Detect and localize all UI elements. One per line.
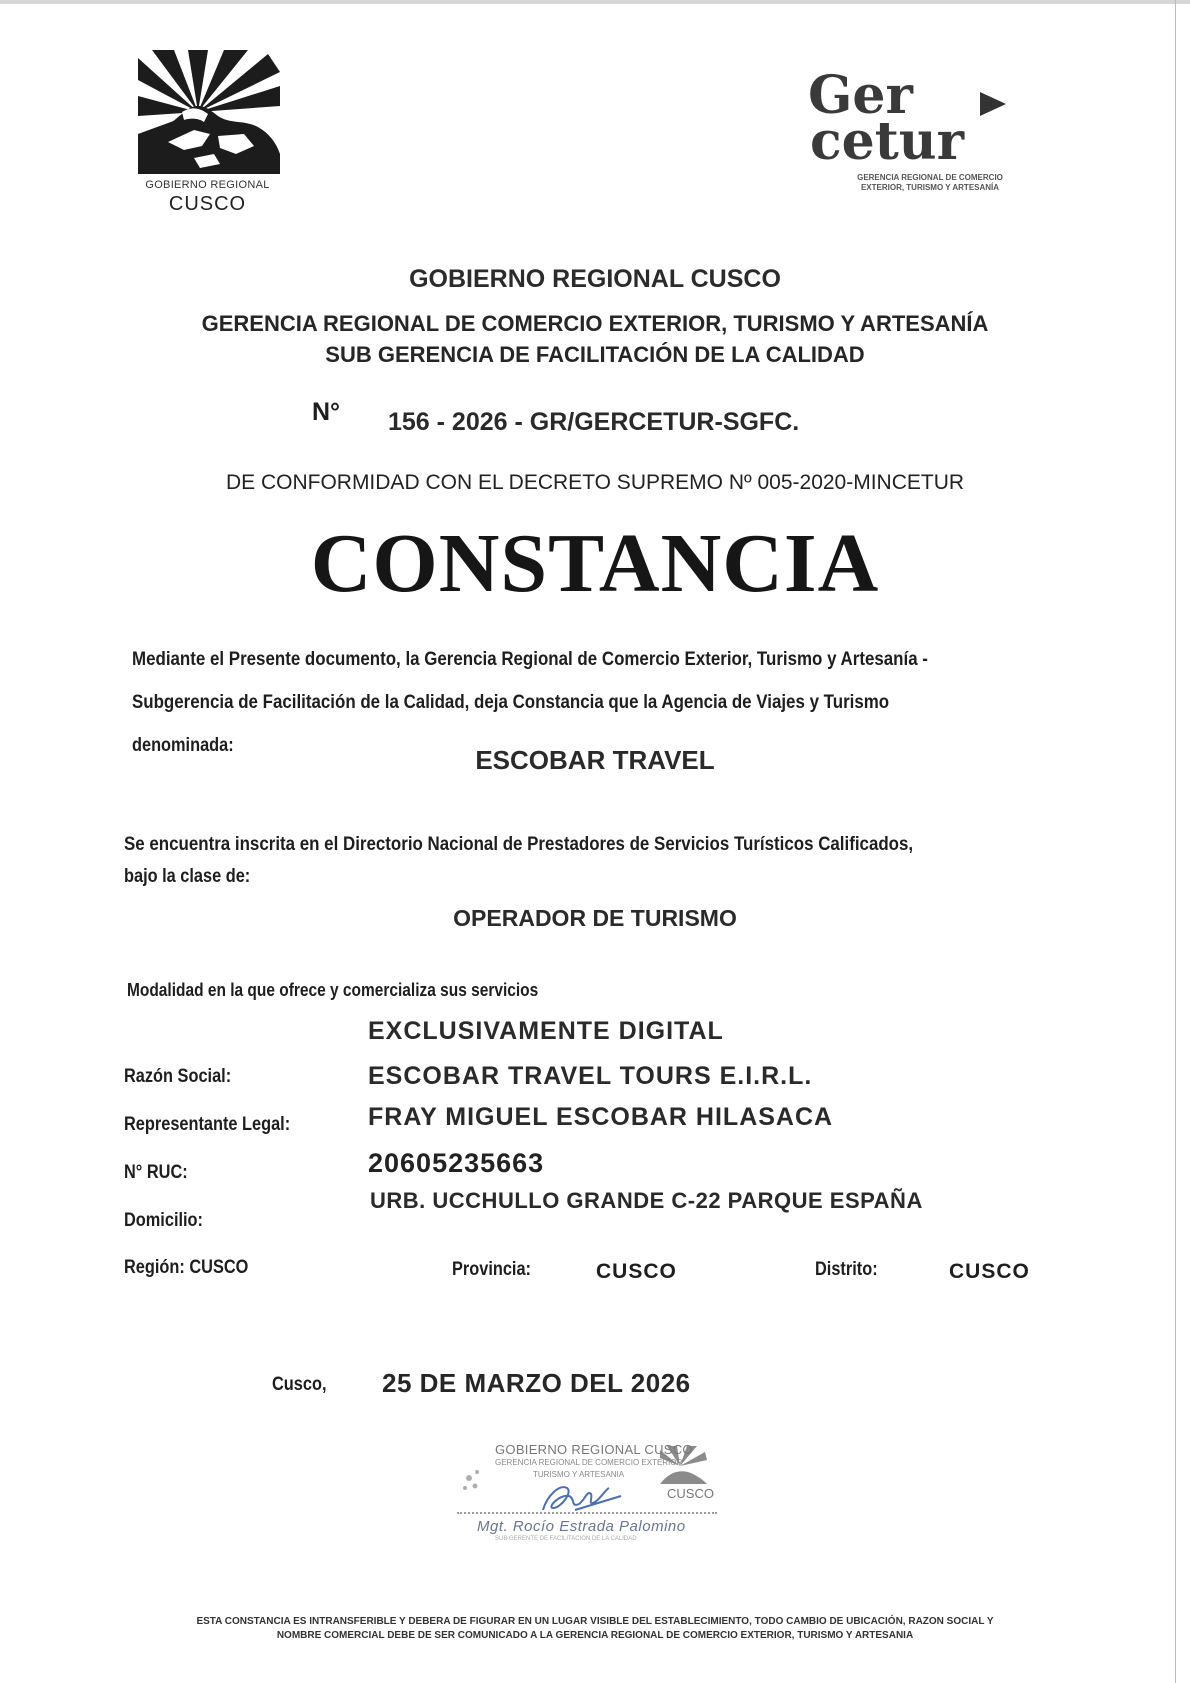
stamp-organization: GOBIERNO REGIONAL CUSCO — [495, 1442, 693, 1457]
gercetur-subtitle-1: GERENCIA REGIONAL DE COMERCIO — [857, 173, 1003, 182]
representante-value: FRAY MIGUEL ESCOBAR HILASACA — [368, 1103, 834, 1131]
razon-social-label: Razón Social: — [124, 1066, 232, 1087]
signer-title: SUB GERENTE DE FACILITACION DE LA CALIDAD — [495, 1536, 637, 1542]
registry-line-1: Se encuentra inscrita en el Directorio Nacional de Prestadores de Servicios Turísticos Calificados, — [124, 834, 914, 855]
condor-sunburst-icon — [138, 50, 280, 178]
logo-left-caption: GOBIERNO REGIONAL — [145, 179, 270, 191]
signature-line — [457, 1512, 717, 1514]
region-label: Región: CUSCO — [124, 1257, 249, 1278]
subgerencia-title: SUB GERENCIA DE FACILITACIÓN DE LA CALIDAD — [325, 342, 865, 367]
scan-edge-right — [1175, 0, 1176, 1683]
ruc-value: 20605235663 — [368, 1148, 545, 1178]
intro-paragraph — [132, 644, 1182, 761]
document-number: 156 - 2026 - GR/GERCETUR-SGFC. — [388, 408, 800, 436]
ruc-label: N° RUC: — [124, 1162, 188, 1183]
modalidad-value: EXCLUSIVAMENTE DIGITAL — [368, 1017, 724, 1045]
footer-line-2: NOMBRE COMERCIAL DEBE DE SER COMUNICADO A LA GERENCIA REGIONAL DE COMERCIO EXTERIOR, TURISMO Y ARTESANIA — [276, 1630, 914, 1641]
distrito-value: CUSCO — [949, 1260, 1030, 1283]
handwritten-signature — [543, 1487, 621, 1510]
gercetur-word-1: Ger — [808, 65, 913, 126]
provincia-label: Provincia: — [452, 1259, 532, 1280]
stamp-city: CUSCO — [667, 1486, 714, 1501]
distrito-label: Distrito: — [815, 1259, 878, 1280]
stamp-gerencia: GERENCIA REGIONAL DE COMERCIO EXTERIOR — [495, 1458, 683, 1467]
stamp-area: TURISMO Y ARTESANIA — [533, 1470, 625, 1479]
footer-line-1: ESTA CONSTANCIA ES INTRANSFERIBLE Y DEBERA DE FIGURAR EN UN LUGAR VISIBLE DEL ESTABLECIMIENTO, TODO CAMBIO DE UBICACIÓN, RAZON SOCIAL Y — [196, 1616, 994, 1627]
logo-left-city: CUSCO — [168, 193, 247, 215]
gerencia-title: GERENCIA REGIONAL DE COMERCIO EXTERIOR, TURISMO Y ARTESANÍA — [201, 311, 989, 336]
intro-line-3: denominada: — [132, 735, 234, 756]
intro-line-1: Mediante el Presente documento, la Gerencia Regional de Comercio Exterior, Turismo y Artesanía - — [132, 649, 928, 670]
domicilio-label: Domicilio: — [124, 1210, 203, 1231]
provincia-value: CUSCO — [596, 1260, 677, 1283]
registry-line-2: bajo la clase de: — [124, 866, 251, 887]
gercetur-subtitle-2: EXTERIOR, TURISMO Y ARTESANÍA — [860, 183, 1000, 192]
scan-edge-top — [0, 0, 1190, 4]
agency-name: ESCOBAR TRAVEL — [475, 745, 715, 775]
date-place: Cusco, — [272, 1374, 327, 1395]
organization-title: GOBIERNO REGIONAL CUSCO — [409, 265, 781, 293]
decreto-reference: DE CONFORMIDAD CON EL DECRETO SUPREMO Nº 005-2020-MINCETUR — [225, 471, 965, 494]
document-title: CONSTANCIA — [310, 517, 880, 610]
domicilio-value: URB. UCCHULLO GRANDE C-22 PARQUE ESPAÑA — [370, 1188, 923, 1213]
gercetur-mark-icon — [980, 92, 1006, 116]
clase-value: OPERADOR DE TURISMO — [453, 905, 737, 931]
date-value: 25 DE MARZO DEL 2026 — [382, 1368, 691, 1398]
document-number-label: N° — [312, 398, 341, 426]
signer-name: Mgt. Rocío Estrada Palomino — [477, 1518, 686, 1535]
modalidad-label: Modalidad en la que ofrece y comercializa sus servicios — [127, 980, 539, 1000]
gobierno-regional-cusco-logo — [130, 50, 290, 220]
razon-social-value: ESCOBAR TRAVEL TOURS E.I.R.L. — [368, 1062, 813, 1090]
gercetur-logo — [808, 65, 1028, 200]
stamp-emblem-icon — [463, 1470, 479, 1490]
signature-stamp — [455, 1438, 725, 1548]
intro-line-2: Subgerencia de Facilitación de la Calidad, deja Constancia que la Agencia de Viajes y Turismo — [132, 692, 890, 713]
representante-label: Representante Legal: — [124, 1114, 291, 1135]
gercetur-word-2: cetur — [810, 111, 964, 172]
